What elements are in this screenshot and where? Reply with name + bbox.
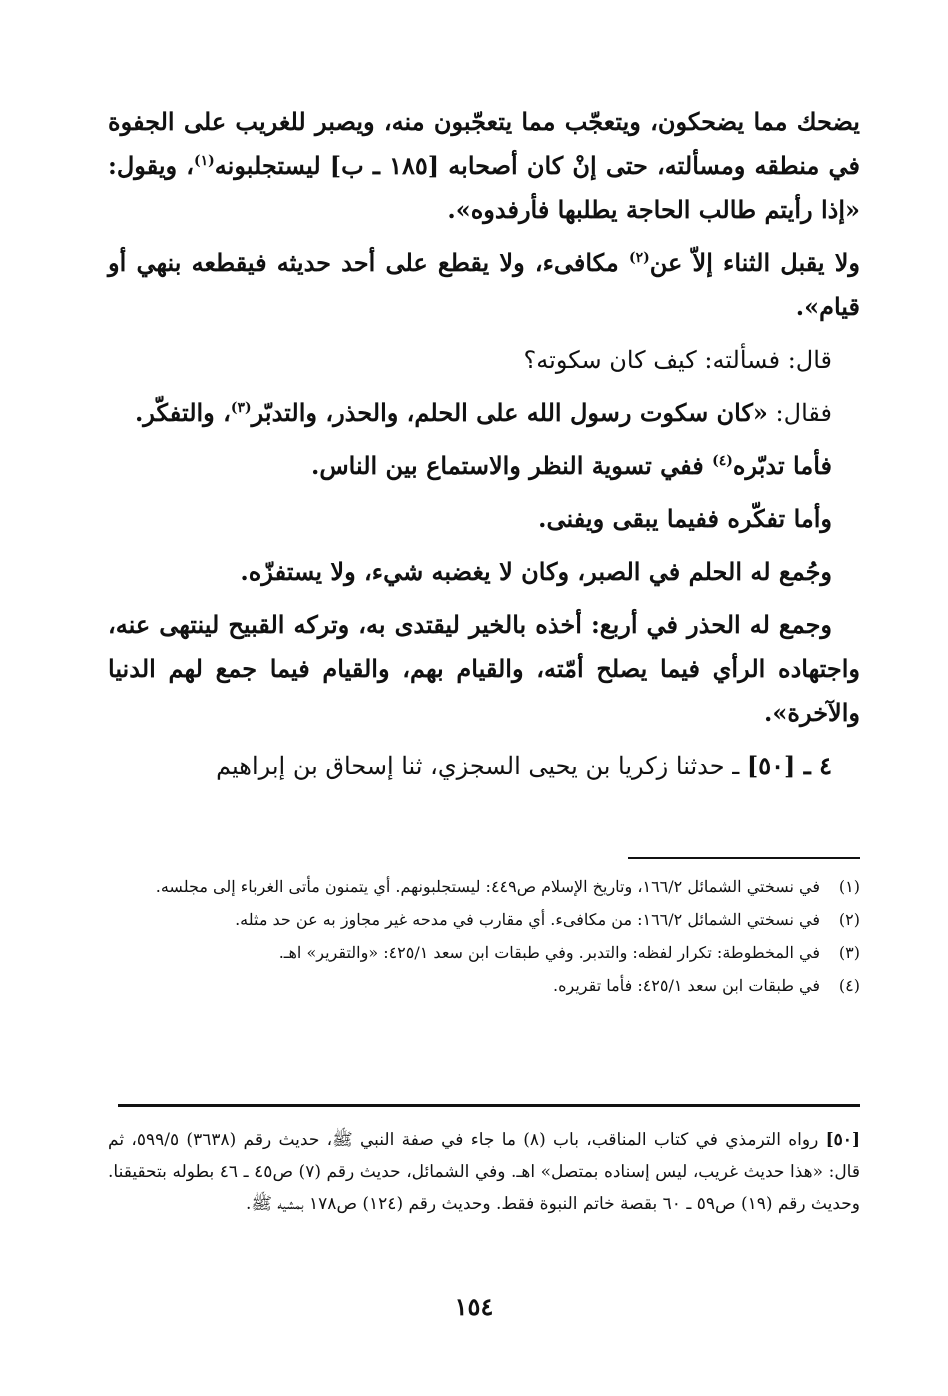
reference-number: [٥٠] [825, 1130, 860, 1150]
paragraph-8: وجمع له الحذر في أربع: أخذه بالخير ليقتدى به، وتركه القبيح لينتهى عنه، واجتهاده الرأي فيما يصلح أمّته، والقيام بهم، والقيام فيما جمع لهم الدنيا والآخرة». [108, 610, 860, 727]
footnote-separator [628, 857, 860, 859]
p9-text: ـ حدثنا زكريا بن يحيى السجزي، ثنا إسحاق بن إبراهيم [216, 752, 747, 780]
footnote-item [108, 972, 860, 1000]
paragraph-2 [108, 241, 860, 329]
p2-text-b: مكافىء، ولا يقطع على أحد حديثه فيقطعه بنهي أو قيام». [108, 248, 860, 321]
p5-text-a: فأما تدبّره [732, 451, 832, 480]
reference-text: رواه الترمذي في كتاب المناقب، باب (٨) ما جاء في صفة النبي ﷺ، حديث رقم (٣٦٣٨) ٥٩٩/٥، ثم قال: «هذا حديث غريب، ليس إسناده بمتصل» اهـ. وفي الشمائل، حديث رقم (٧) ص٤٥ ـ ٤٦ بطوله بتحقيقنا. وحديث رقم (١٩) ص٥٩ ـ ٦٠ بقصة خاتم النبوة فقط. وحديث رقم (١٢٤) ص١٧٨ بمشيه ﷺ. [108, 1130, 860, 1214]
p1-text-a: يضحك مما يضحكون، ويتعجّب مما يتعجّبون منه، ويصبر للغريب على الجفوة في منطقه ومسألته، حتى إنْ كان أصحابه [١٨٥ ـ ب] ليستجلبونه [108, 107, 860, 180]
p4-lead: فقال: [767, 399, 832, 427]
reference-separator [118, 1104, 860, 1107]
footnote-ref-1: (١) [194, 153, 215, 169]
footnote-text: في نسختي الشمائل ١٦٦/٢، وتاريخ الإسلام ص٤٤٩: ليستجلبونهم. أي يتمنون مأتى الغرباء إلى مجلسه. [155, 877, 820, 896]
paragraph-4 [108, 391, 860, 435]
footnote-item [108, 873, 860, 901]
footnote-ref-4: (٤) [712, 453, 733, 469]
footnote-number: (٢) [838, 910, 860, 929]
paragraph-7: وجُمع له الحلم في الصبر، وكان لا يغضبه شيء، ولا يستفزّه. [240, 557, 832, 586]
footnote-ref-3: (٣) [230, 400, 252, 416]
paragraph-5 [108, 444, 860, 488]
paragraph-3: قال: فسألته: كيف كان سكوته؟ [523, 346, 832, 374]
p1-text-b: ، ويقول: «إذا رأيتم طالب الحاجة يطلبها فأرفدوه». [108, 151, 860, 224]
footnote-number: (٤) [838, 976, 860, 995]
p4-text-b: ، والتفكّر. [134, 398, 231, 427]
footnotes [108, 873, 860, 1005]
page-number: ١٥٤ [454, 1292, 494, 1321]
hadith-number: ٤ ـ [٥٠] [746, 751, 832, 780]
paragraph-6: وأما تفكّره ففيما يبقى ويفنى. [538, 504, 832, 533]
footnote-item [108, 906, 860, 934]
p4-text-a: «كان سكوت رسول الله على الحلم، والحذر، والتدبّر [251, 398, 768, 427]
reference-note [108, 1124, 860, 1220]
paragraph-1 [108, 100, 860, 232]
footnote-ref-2: (٢) [628, 250, 650, 266]
paragraph-9 [108, 744, 860, 788]
footnote-text: في المخطوطة: تكرار لفظه: والتدبر. وفي طبقات ابن سعد ٤٢٥/١: «والتقرير» اهـ. [278, 943, 820, 962]
footnote-text: في نسختي الشمائل ١٦٦/٢: من مكافىء. أي مقارب في مدحه غير مجاوز به عن حد مثله. [235, 910, 820, 929]
footnote-text: في طبقات ابن سعد ٤٢٥/١: فأما تقريره. [553, 976, 820, 995]
footnote-number: (٣) [838, 943, 860, 962]
p5-text-b: ففي تسوية النظر والاستماع بين الناس. [311, 451, 713, 480]
footnote-number: (١) [838, 877, 860, 896]
main-text [108, 100, 860, 797]
footnote-item [108, 939, 860, 967]
p2-text-a: ولا يقبل الثناء إلاّ عن [649, 248, 861, 277]
